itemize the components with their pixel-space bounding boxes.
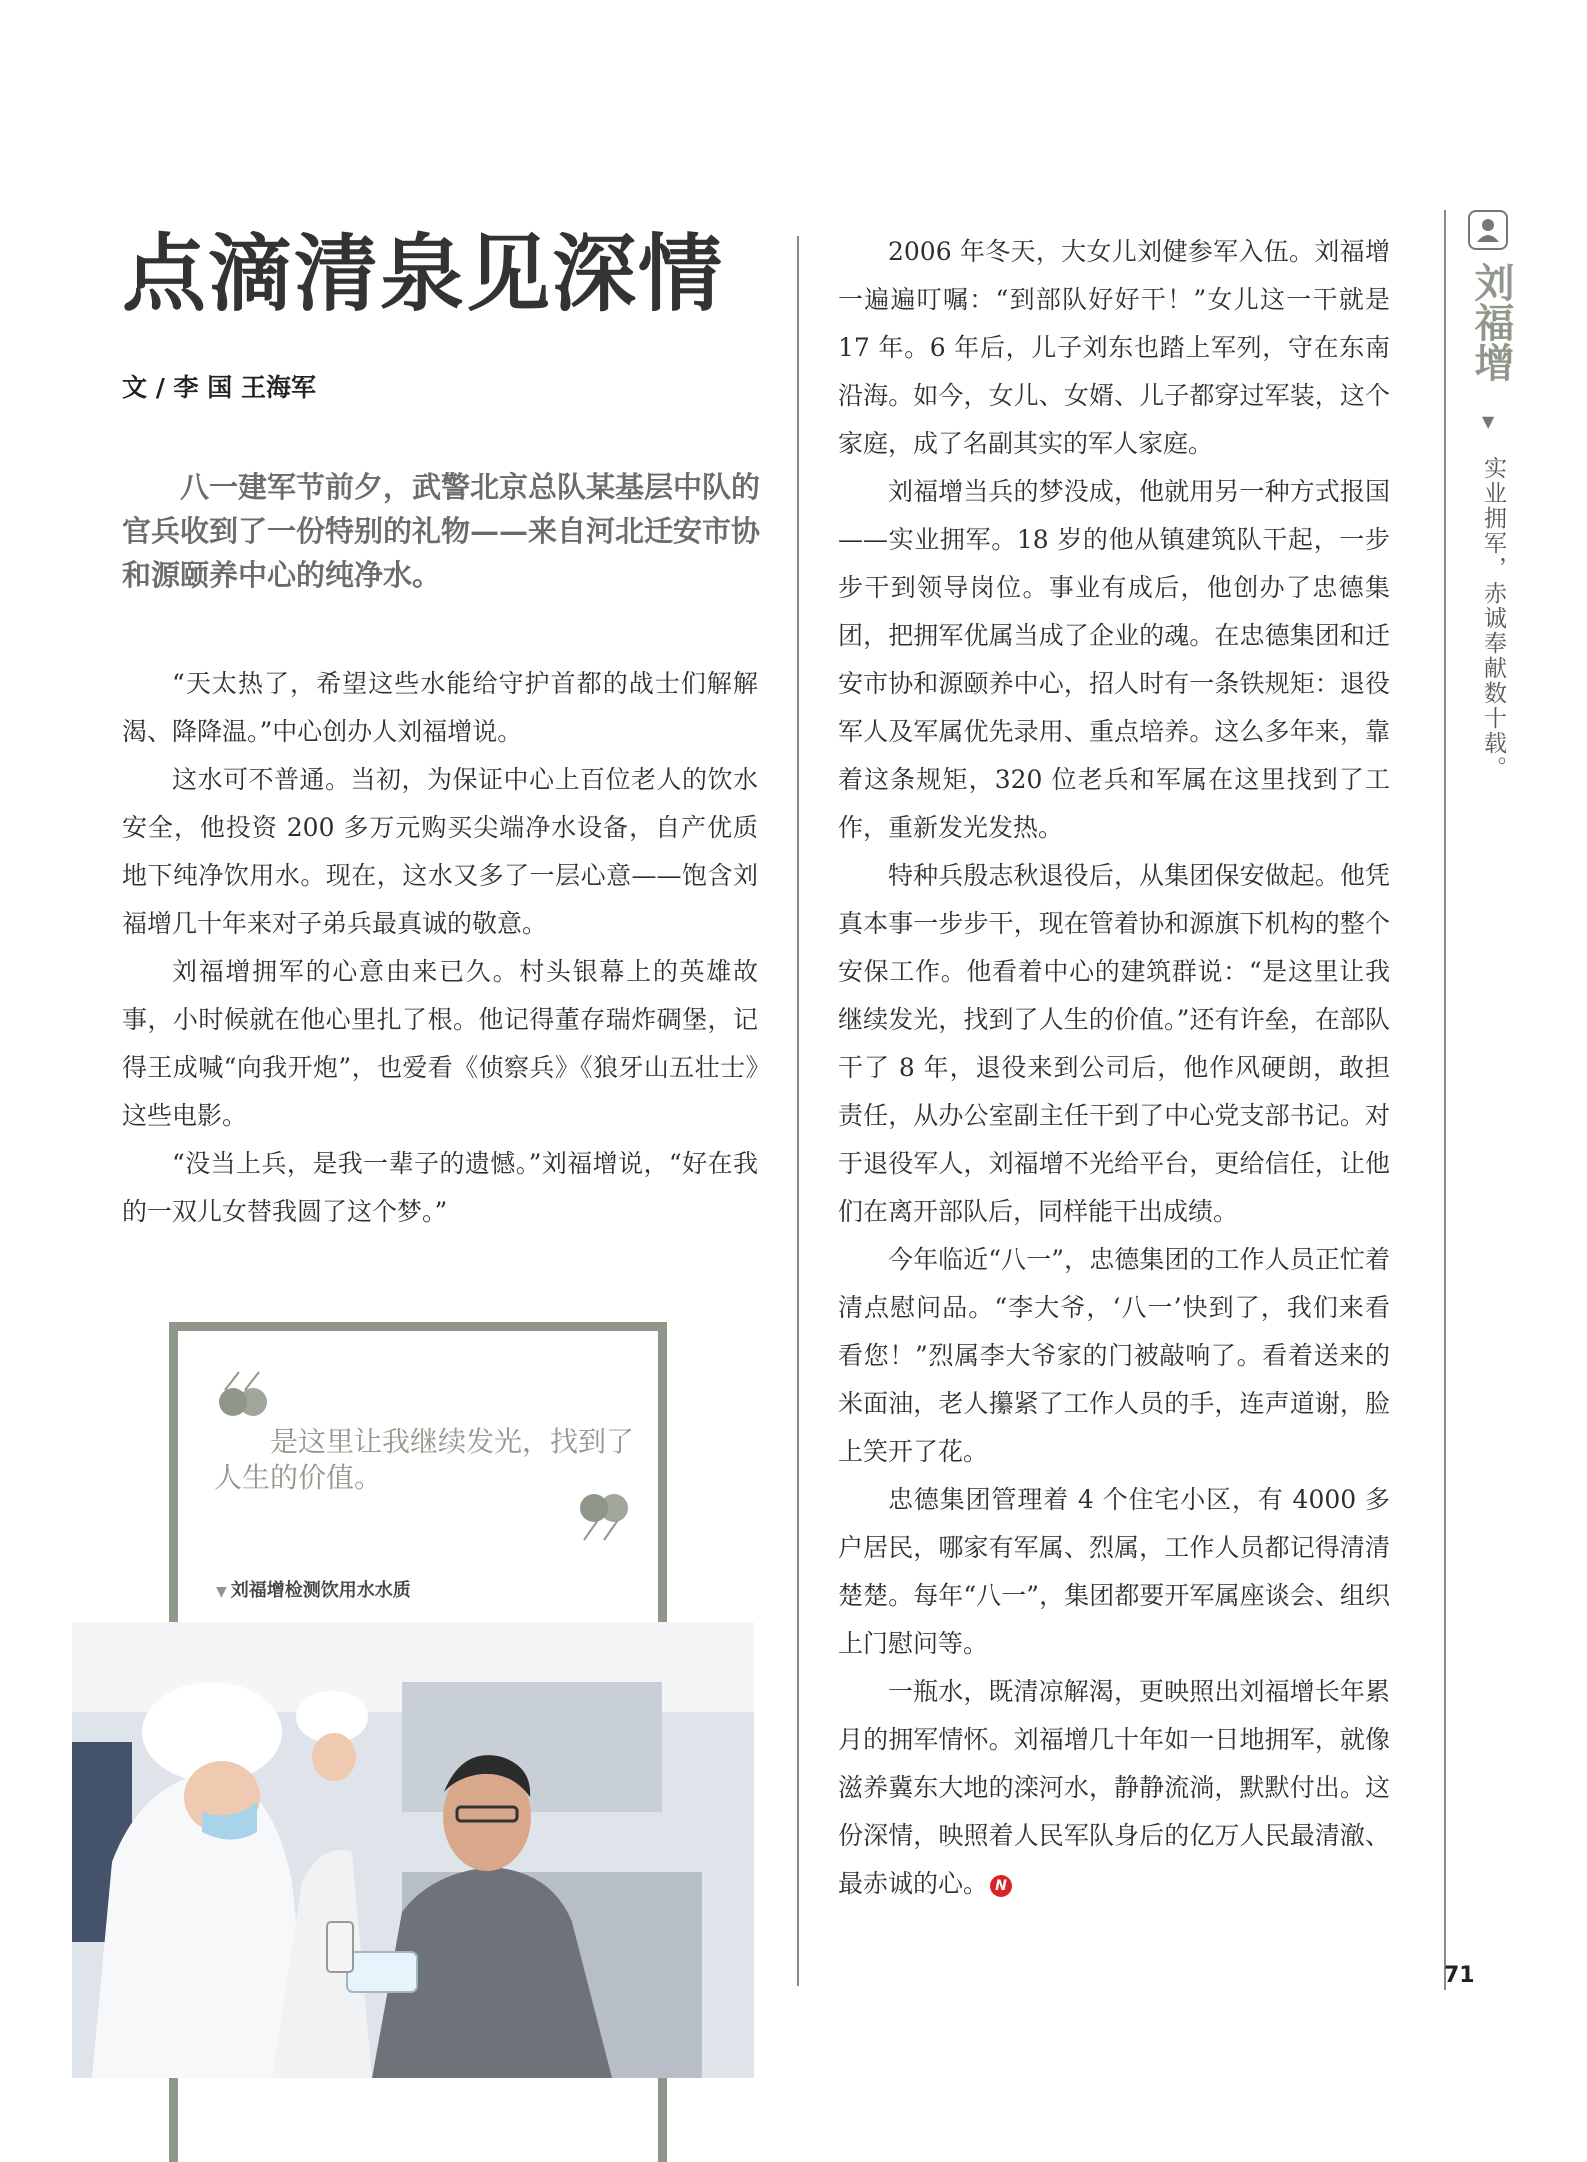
caption-triangle-icon: ▼ bbox=[216, 1584, 227, 1600]
sidebar-divider bbox=[1444, 210, 1446, 1990]
left-column bbox=[122, 660, 758, 1236]
body-paragraph: “没当上兵，是我一辈子的遗憾。”刘福增说，“好在我的一双儿女替我圆了这个梦。” bbox=[122, 1149, 758, 1226]
byline: 文 / 李 国 王海军 bbox=[122, 373, 316, 402]
final-paragraph-text: 一瓶水，既清凉解渴，更映照出刘福增长年累月的拥军情怀。刘福增几十年如一日地拥军，就像滋养冀东大地的滦河水，静静流淌，默默付出。这份深情，映照着人民军队身后的亿万人民最清澈、最赤诚的心。 bbox=[838, 1677, 1390, 1898]
sidebar-tagline: 实业拥军，赤诚奉献数十载。 bbox=[1480, 456, 1506, 781]
final-paragraph bbox=[838, 1668, 1390, 1908]
body-paragraph: 2006 年冬天，大女儿刘健参军入伍。刘福增一遍遍叮嘱：“到部队好好干！”女儿这一干就是 17 年。6 年后，儿子刘东也踏上军列，守在东南沿海。如今，女儿、女婿、儿子都穿过军装，这个家庭，成了名副其实的军人家庭。 bbox=[838, 237, 1390, 458]
sidebar-name: 刘福增 bbox=[1468, 262, 1515, 382]
body-paragraph: 忠德集团管理着 4 个住宅小区，有 4000 多户居民，哪家有军属、烈属，工作人员都记得清清楚楚。每年“八一”，集团都要开军属座谈会、组织上门慰问等。 bbox=[838, 1485, 1390, 1658]
end-mark-icon: N bbox=[990, 1875, 1012, 1897]
person-icon bbox=[1468, 210, 1508, 250]
down-arrow-icon: ▼ bbox=[1482, 412, 1495, 431]
open-quote-icon bbox=[215, 1368, 275, 1420]
photo-illustration bbox=[72, 1622, 754, 2078]
body-paragraph: 刘福增拥军的心意由来已久。村头银幕上的英雄故事，小时候就在他心里扎了根。他记得董存瑞炸碉堡，记得王成喊“向我开炮”，也爱看《侦察兵》《狼牙山五壮士》这些电影。 bbox=[122, 957, 758, 1130]
right-column bbox=[838, 228, 1390, 1908]
column-divider bbox=[797, 236, 799, 1986]
body-paragraph: “天太热了，希望这些水能给守护首都的战士们解解渴、降降温。”中心创办人刘福增说。 bbox=[122, 669, 758, 746]
article-title: 点滴清泉见深情 bbox=[122, 224, 725, 323]
article-photo bbox=[72, 1622, 754, 2078]
body-paragraph: 特种兵殷志秋退役后，从集团保安做起。他凭真本事一步步干，现在管着协和源旗下机构的整个安保工作。他看着中心的建筑群说：“是这里让我继续发光，找到了人生的价值。”还有许垒，在部队干了 8 年，退役来到公司后，他作风硬朗，敢担责任，从办公室副主任干到了中心党支部书记。对于退役军人，刘福增不光给平台，更给信任，让他们在离开部队后，同样能干出成绩。 bbox=[838, 861, 1390, 1226]
close-quote-icon bbox=[576, 1490, 636, 1542]
photo-caption-text: 刘福增检测饮用水水质 bbox=[230, 1580, 411, 1601]
lead-paragraph: 八一建军节前夕，武警北京总队某基层中队的官兵收到了一份特别的礼物——来自河北迁安市协和源颐养中心的纯净水。 bbox=[122, 470, 761, 592]
photo-caption bbox=[216, 1576, 411, 1602]
page-number: 71 bbox=[1444, 1963, 1475, 1988]
body-paragraph: 今年临近“八一”，忠德集团的工作人员正忙着清点慰问品。“李大爷，‘八一’快到了，我们来看看您！”烈属李大爷家的门被敲响了。看着送来的米面油，老人攥紧了工作人员的手，连声道谢，脸上笑开了花。 bbox=[838, 1245, 1390, 1466]
body-paragraph: 这水可不普通。当初，为保证中心上百位老人的饮水安全，他投资 200 多万元购买尖端净水设备，自产优质地下纯净饮用水。现在，这水又多了一层心意——饱含刘福增几十年来对子弟兵最真诚的敬意。 bbox=[122, 765, 758, 938]
body-paragraph: 刘福增当兵的梦没成，他就用另一种方式报国——实业拥军。18 岁的他从镇建筑队干起，一步步干到领导岗位。事业有成后，他创办了忠德集团，把拥军优属当成了企业的魂。在忠德集团和迁安市协和源颐养中心，招人时有一条铁规矩：退役军人及军属优先录用、重点培养。这么多年来，靠着这条规矩，320 位老兵和军属在这里找到了工作，重新发光发热。 bbox=[838, 477, 1390, 842]
pull-quote-text: 是这里让我继续发光，找到了人生的价值。 bbox=[214, 1425, 635, 1494]
